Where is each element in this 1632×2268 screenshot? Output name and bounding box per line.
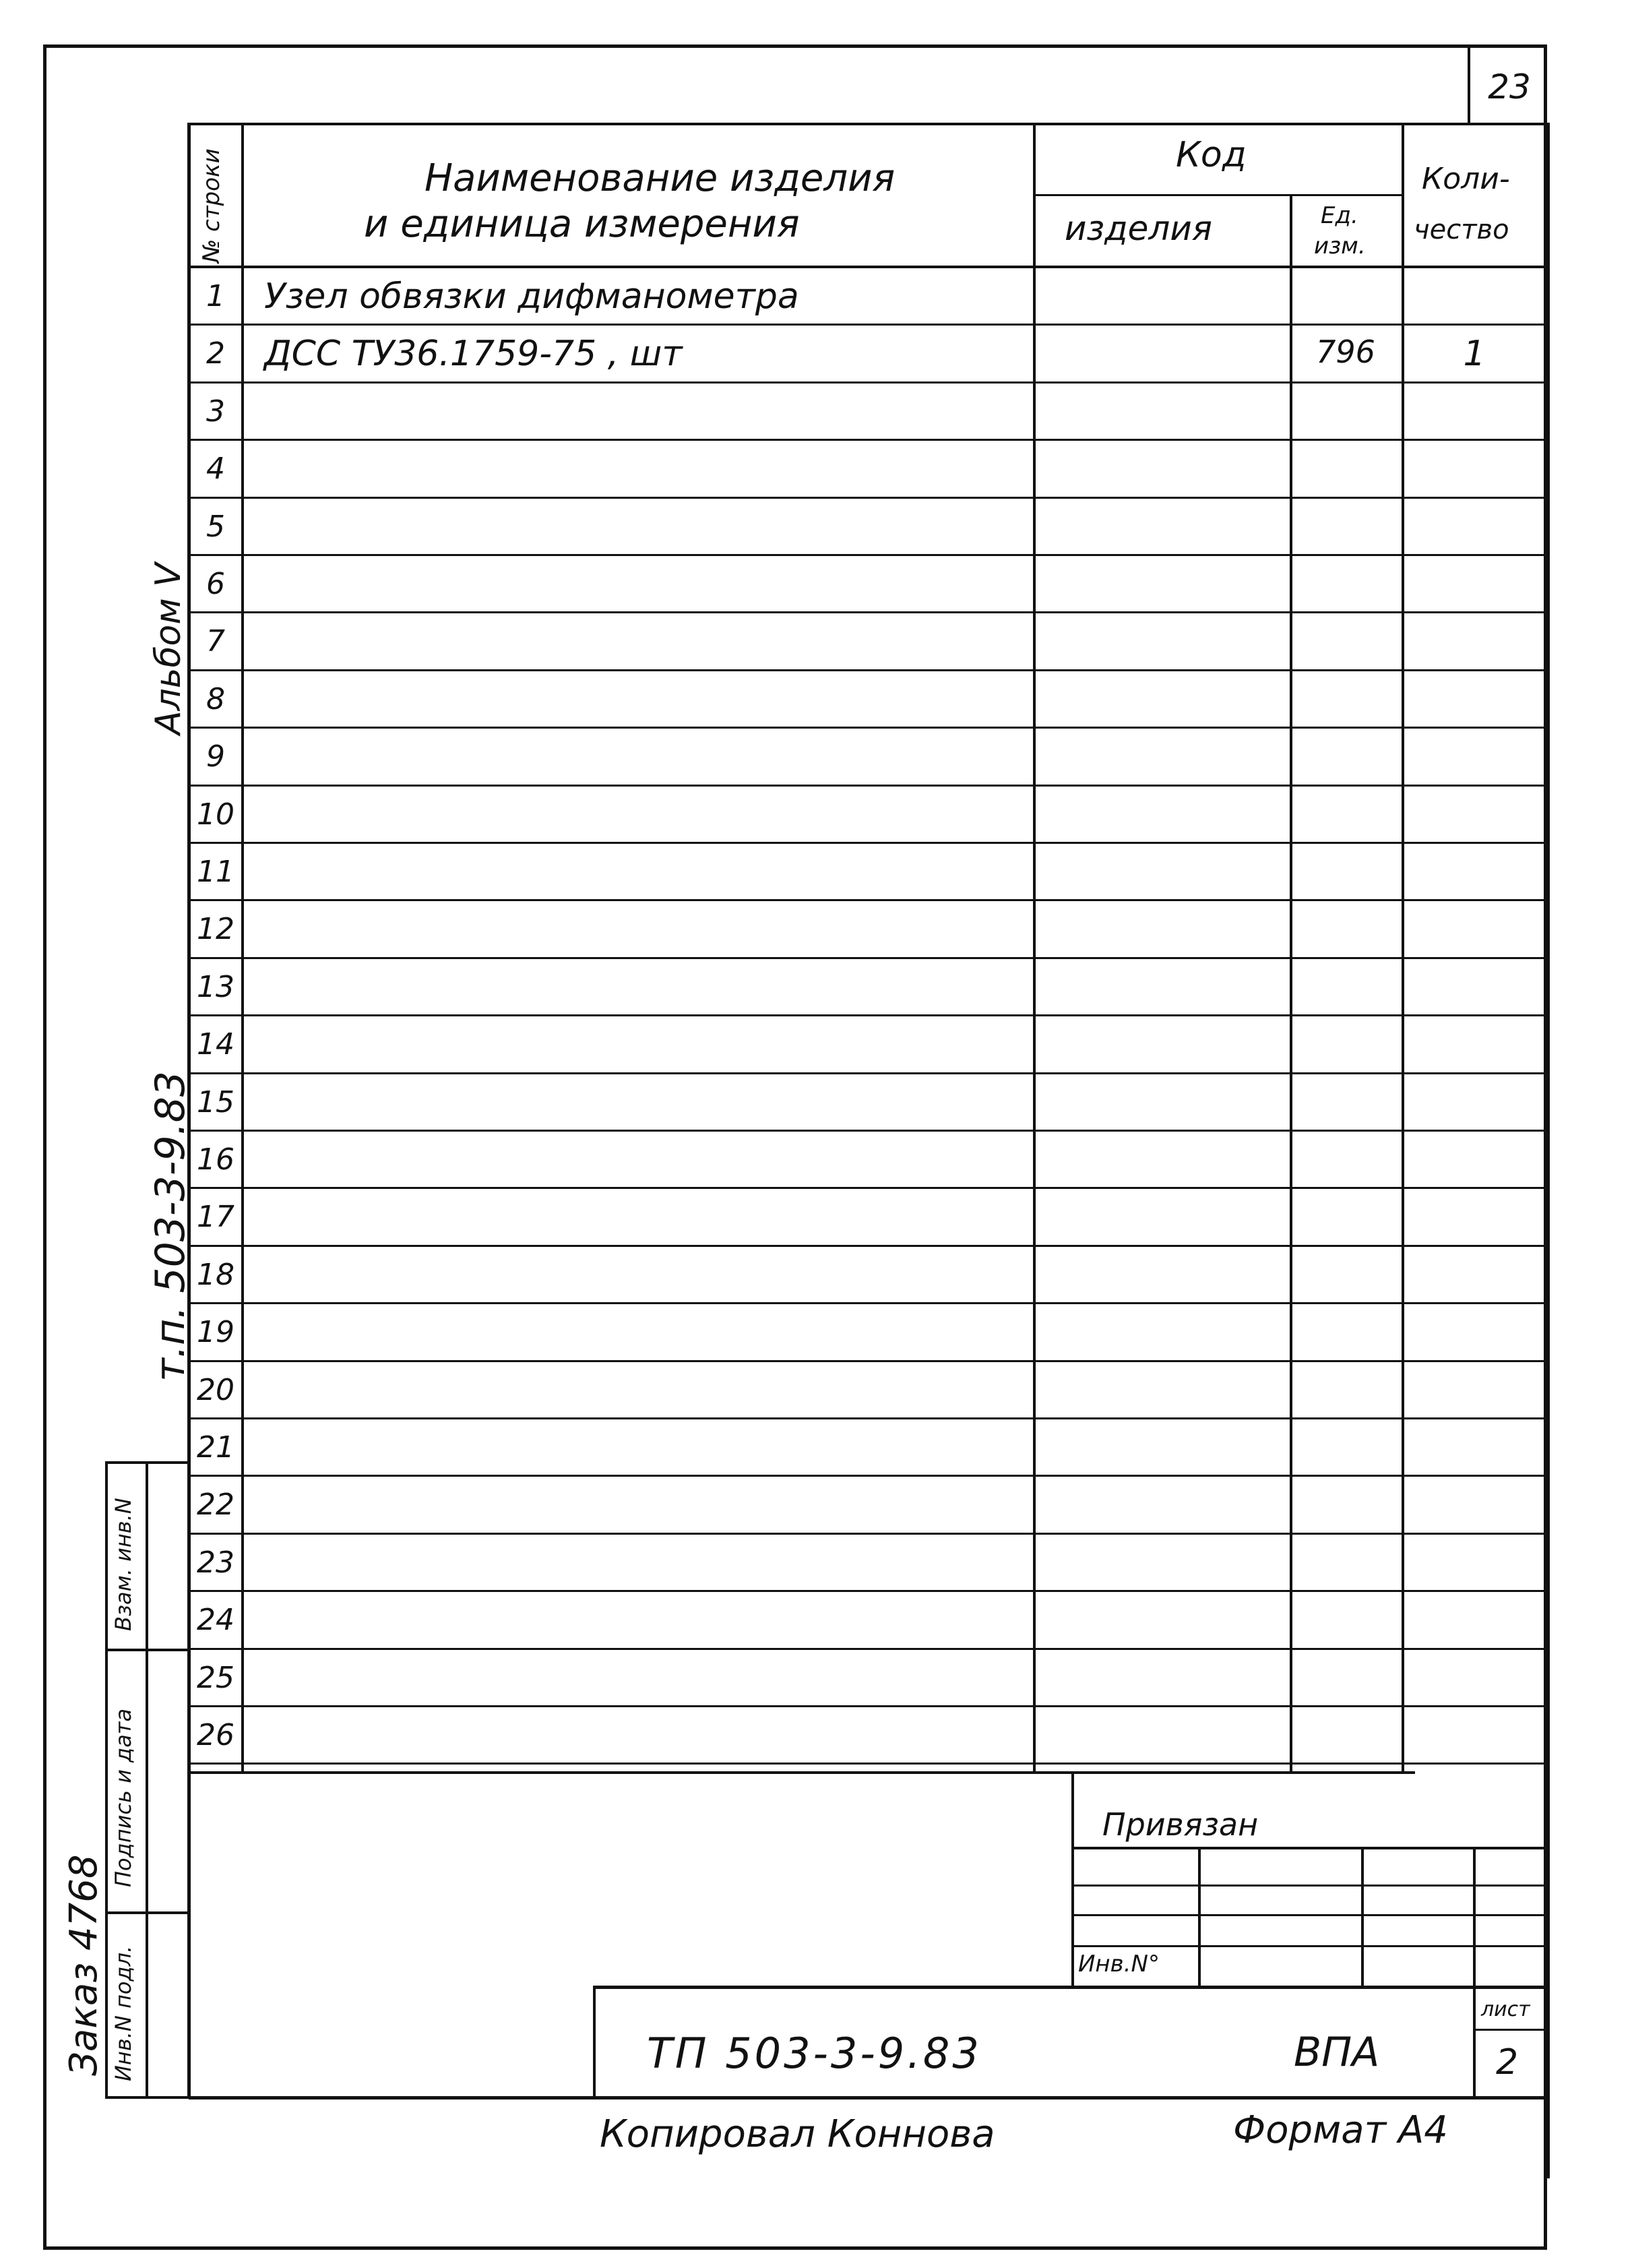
row-number: 25 [197, 1661, 234, 1695]
row-line [189, 1417, 1547, 1419]
designation-top-line [593, 1986, 1547, 1989]
row-number: 17 [197, 1200, 234, 1234]
row-line [189, 1360, 1547, 1362]
row-line [189, 727, 1547, 729]
row-number: 11 [197, 855, 234, 889]
row-number: 9 [206, 739, 225, 774]
row-line [189, 497, 1547, 499]
row-name-cell: ДСС ТУ36.1759-75 , шт [264, 334, 683, 374]
stamp-strip-bottom [105, 2096, 189, 2099]
row-line [189, 1763, 1547, 1765]
copied-by: Копировал Коннова [600, 2112, 995, 2156]
row-line [189, 1302, 1547, 1304]
sign-date-label: Подпись и дата [111, 1708, 136, 1887]
tb-line-1 [1073, 1847, 1547, 1849]
sheet-label: лист [1481, 1998, 1530, 2021]
designation-left-line [593, 1986, 596, 2099]
sheet-label-line [1473, 2029, 1547, 2031]
row-number: 19 [197, 1315, 234, 1349]
row-line [189, 611, 1547, 613]
page-frame [43, 44, 1547, 2250]
row-line [189, 381, 1547, 384]
format-label: Формат А4 [1233, 2108, 1448, 2152]
row-number: 26 [197, 1718, 234, 1752]
doc-code: ВПА [1294, 2029, 1380, 2076]
tb-vline-3 [1473, 1847, 1476, 2096]
row-number: 1 [206, 279, 225, 313]
row-number: 3 [206, 394, 225, 429]
row-number: 23 [197, 1545, 234, 1580]
table-top-line [189, 123, 1547, 125]
row-line [189, 324, 1547, 326]
row-number: 20 [197, 1373, 234, 1407]
row-line [189, 899, 1547, 901]
row-number: 13 [197, 970, 234, 1004]
row-number: 22 [197, 1488, 234, 1522]
unit-header-line2: изм. [1314, 233, 1366, 259]
row-line [189, 785, 1547, 787]
row-number: 4 [206, 452, 225, 486]
title-block-left [1071, 1771, 1074, 1987]
row-line [189, 957, 1547, 959]
quantity-header-line2: чество [1414, 214, 1509, 245]
code-subheader-line [1034, 194, 1402, 196]
row-line [189, 1648, 1547, 1650]
row-line [189, 1014, 1547, 1016]
stamp-strip-line1 [105, 1649, 189, 1651]
row-number: 6 [206, 567, 225, 601]
row-number: 21 [197, 1430, 234, 1465]
header-bottom-line [189, 266, 1547, 268]
row-number: 18 [197, 1258, 234, 1292]
name-col-line [1033, 123, 1036, 1774]
name-header-line2: и единица измерения [364, 202, 800, 246]
row-line [189, 842, 1547, 844]
row-number: 14 [197, 1027, 234, 1062]
designation: ТП 503-3-9.83 [647, 2029, 982, 2078]
row-number: 16 [197, 1142, 234, 1177]
row-line [189, 1245, 1547, 1247]
row-unit-cell: 796 [1316, 334, 1375, 370]
row-number: 5 [206, 510, 225, 544]
tb-line-2 [1073, 1884, 1547, 1887]
code-header: Код [1176, 135, 1247, 175]
row-number: 24 [197, 1603, 234, 1637]
inv-orig-label: Инв.N подл. [111, 1945, 136, 2081]
tb-vline-1 [1198, 1847, 1201, 1987]
corner-box-left [1468, 44, 1470, 125]
project-code-margin: т.п. 503-3-9.83 [147, 1071, 194, 1382]
row-line [189, 1072, 1547, 1074]
row-line [189, 439, 1547, 441]
quantity-header-line1: Коли- [1422, 162, 1510, 196]
bound-label: Привязан [1102, 1806, 1259, 1843]
row-line [189, 1187, 1547, 1189]
row-line [189, 1590, 1547, 1592]
album-label: Альбом V [148, 563, 189, 735]
inv-number-label: Инв.N° [1078, 1951, 1160, 1978]
tb-line-3 [1073, 1914, 1547, 1916]
rownum-header: № строки [198, 148, 225, 263]
row-line [189, 1475, 1547, 1477]
row-number: 8 [206, 682, 225, 716]
rownum-col-line [241, 123, 244, 1774]
name-header-line1: Наименование изделия [425, 156, 896, 200]
qty-col-line [1402, 123, 1404, 1774]
row-number: 15 [197, 1085, 234, 1120]
sheet-corner-number: 23 [1488, 67, 1531, 106]
row-line [189, 1130, 1547, 1132]
row-line [189, 554, 1547, 556]
row-number: 12 [197, 912, 234, 946]
code-unit-col-line [1290, 195, 1292, 1774]
row-number: 2 [206, 336, 225, 371]
row-qty-cell: 1 [1463, 334, 1486, 374]
product-code-header: изделия [1065, 209, 1212, 248]
tb-vline-2 [1361, 1847, 1364, 1987]
unit-header-line1: Ед. [1321, 202, 1358, 229]
row-number: 10 [197, 797, 234, 832]
replace-inv-label: Взам. инв.N [111, 1498, 136, 1631]
tb-line-4 [1073, 1945, 1547, 1947]
row-line [189, 669, 1547, 671]
table-right-line [1547, 123, 1550, 2178]
stamp-strip-top [105, 1461, 189, 1464]
stamp-strip-line2 [105, 1911, 189, 1914]
row-line [189, 1533, 1547, 1535]
bottom-frame-line [189, 2096, 1547, 2100]
stamp-strip-mid [146, 1461, 148, 2099]
sheet-number: 2 [1496, 2042, 1519, 2083]
row-number: 7 [206, 624, 225, 658]
row-line [189, 1705, 1547, 1707]
table-bottom-line [189, 1771, 1415, 1774]
row-name-cell: Узел обвязки дифманометра [264, 276, 799, 317]
order-label: Заказ 4768 [62, 1854, 106, 2076]
